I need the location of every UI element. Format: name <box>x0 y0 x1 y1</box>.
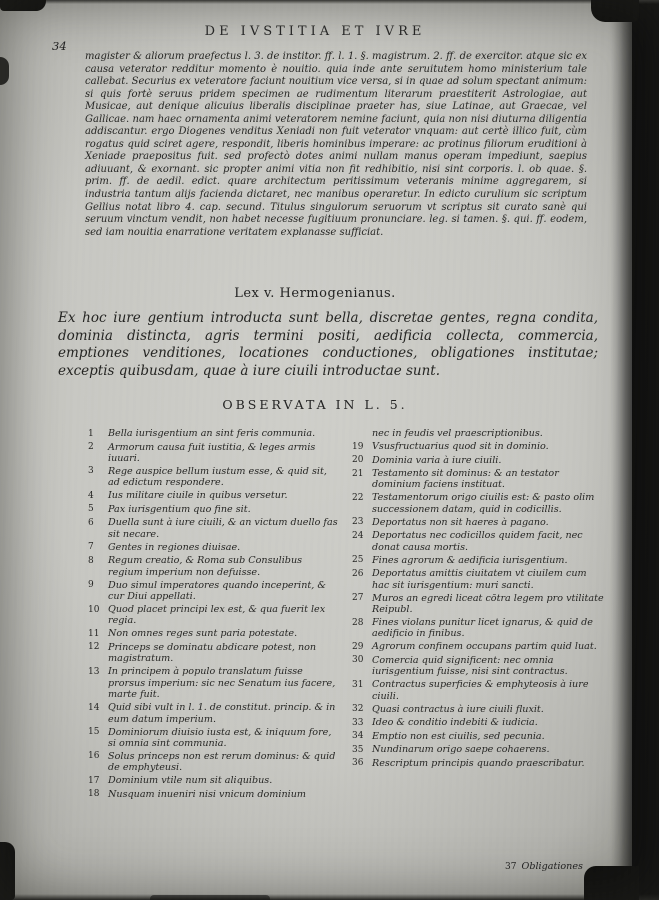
observata-item <box>88 542 338 554</box>
item-number: 10 <box>88 604 100 615</box>
observata-item <box>88 490 338 502</box>
item-number: 13 <box>88 666 100 677</box>
folio-number: 34 <box>52 39 67 53</box>
observata-item <box>352 655 604 678</box>
item-text: Nundinarum origo saepe cohaerens. <box>372 744 550 756</box>
observata-item <box>352 641 604 653</box>
item-number: 31 <box>352 679 364 690</box>
item-number: 4 <box>88 490 94 501</box>
item-text: Deportatus amittis ciuitatem vt ciuilem cum hac sit iurisgentium: muri sancti. <box>372 568 587 591</box>
item-text: Emptio non est ciuilis, sed pecunia. <box>372 730 545 742</box>
observata-item <box>88 555 338 578</box>
observata-item <box>352 530 604 553</box>
item-text: Vsusfructuarius quod sit in dominio. <box>372 441 549 452</box>
scan-edge-top <box>0 0 659 4</box>
observata-item <box>352 555 604 567</box>
item-text: Dominia varia à iure ciuili. <box>372 454 502 466</box>
item-number: 27 <box>352 593 364 604</box>
item-number: 32 <box>352 704 364 715</box>
observata-column-left <box>88 428 338 802</box>
item-number: 3 <box>88 466 94 477</box>
item-text: Solus princeps non est rerum dominus: & quid de emphyteusi. <box>108 750 336 774</box>
item-text: In principem à populo translatum fuisse prorsus imperium: sic nec Senatum ius facere, marte fuit. <box>108 666 336 701</box>
observata-item <box>352 568 604 591</box>
item-text: Fines violans punitur licet ignarus, & quid de aedificio in finibus. <box>372 617 593 640</box>
item-number: 9 <box>88 580 94 591</box>
lex-heading: Lex v. Hermogenianus. <box>234 286 396 301</box>
item-number: 5 <box>88 504 94 515</box>
scan-blotch-top-right <box>591 0 639 22</box>
item-number: 20 <box>352 455 364 465</box>
item-number: 34 <box>352 731 364 742</box>
item-number: 22 <box>352 492 364 503</box>
main-body-text: magister & aliorum praefectus l. 3. de institor. ff. l. 1. §. magistrum. 2. ff. de exercitor. atque sic ex causa veterator redditur momento è nouitio. quia inde ante seruitutem homo ministerium tale callebat. Securius ex veteratore faciunt nouitium vice versa, si in quae ad solum spectant animum: si quis fortè seruus pridem specimen ae rudimentum literarum praestiterit Astrologiae, aut Musicae, aut denique alicuius liberalis disciplinae praeter has, siue Latinae, aut Graecae, vel Gallicae. nam haec ornamenta animi veteratorem nemine faciunt, quia non nisi diuturna diligentia addiscantur. ergo Diogenes venditus Xeniadi non fuit veterator vnquam: aut certè illico fuit, cùm rogatus quid sciret agere, respondit, liberis hominibus imperare: ac protinus filiorum eruditioni à Xeniade praepositus fuit. sed profectò dotes animi nullam manus operam impediunt, saepius adiuuant, & exornant. sic propter animi vitia non fit redhibitio, nisi sint corporis. l. ob quae. §. prim. ff. de aedil. edict. quare architectum peritissimum veteranis minime aggregarem, si industria tantum alijs facienda dictaret, nec manibus operaretur. In edicto curulium sic scriptum Gellius notat libro 4. cap. secund. Titulus singulorum seruorum vt scriptus sit curato sanè qui seruum vinctum vendit, non habet necesse fugitiuum pronunciare. leg. si tamen. §. qui. ff. eodem, sed iam nouitia enarratione veritatem explanasse sufficiat. <box>85 51 587 238</box>
scan-blotch-left <box>0 57 9 85</box>
observata-item <box>88 702 338 725</box>
item-text: Rege auspice bellum iustum esse, & quid sit, ad edictum respondere. <box>108 465 327 489</box>
item-number: 28 <box>352 617 364 628</box>
item-number: 23 <box>352 517 364 528</box>
item-number: 6 <box>88 517 94 528</box>
item-text: Pax iurisgentium quo fine sit. <box>108 503 251 515</box>
observata-item <box>352 441 604 453</box>
item-text: nec in feudis vel praescriptionibus. <box>372 428 543 439</box>
observata-item <box>88 727 338 750</box>
item-number: 11 <box>88 628 100 639</box>
scan-blotch-bottom-right <box>584 866 639 900</box>
item-number: 7 <box>88 542 94 553</box>
item-number: 16 <box>88 751 100 762</box>
observata-item <box>88 428 338 440</box>
item-number: 19 <box>352 441 364 452</box>
observata-item <box>352 617 604 640</box>
scan-edge-bottom <box>0 894 659 900</box>
item-text: Quod placet principi lex est, & qua fuerit lex regia. <box>108 604 326 627</box>
item-number: 35 <box>352 744 364 755</box>
scan-blotch-bottom-middle <box>150 895 270 900</box>
item-text: Agrorum confinem occupans partim quid luat. <box>372 641 597 653</box>
item-number: 2 <box>88 442 94 452</box>
item-text: Comercia quid significent: nec omnia iurisgentium fuisse, nisi sint contractus. <box>372 654 568 678</box>
item-text: Non omnes reges sunt paria potestate. <box>108 628 298 640</box>
lex-paragraph: Ex hoc iure gentium introducta sunt bella, discretae gentes, regna condita, dominia distincta, agris termini positi, aedificia collecta, commercia, emptiones venditiones, locationes conductiones, obligationes institutae; exceptis quibusdam, quae à iure ciuili introductae sunt. <box>58 310 598 379</box>
item-number: 33 <box>352 717 364 728</box>
item-text: Rescriptum principis quando praescribatur. <box>372 757 585 769</box>
observata-item <box>352 428 604 439</box>
observata-item <box>88 580 338 603</box>
item-text: Contractus superficies & emphyteosis à iure ciuili. <box>372 679 589 702</box>
binding-shadow <box>610 0 632 900</box>
catchword <box>505 861 583 872</box>
catchword-number: 37 <box>505 862 517 872</box>
observata-item <box>88 504 338 516</box>
item-text: Ius militare ciuile in quibus versetur. <box>108 490 288 502</box>
scan-blotch-top-left <box>0 0 46 11</box>
observata-item <box>88 666 338 700</box>
item-number: 8 <box>88 555 94 566</box>
observata-item <box>88 517 338 540</box>
item-text: Testamento sit dominus: & an testator dominium faciens instituat. <box>372 468 559 491</box>
item-text: Quid sibi vult in l. 1. de constitut. princip. & in eum datum imperium. <box>108 702 336 725</box>
item-number <box>352 428 372 439</box>
catchword-word: Obligationes <box>521 861 583 872</box>
observata-item <box>88 642 338 665</box>
observata-item <box>88 442 338 465</box>
observata-item <box>352 517 604 529</box>
observata-item <box>352 679 604 702</box>
observata-item <box>88 775 338 787</box>
item-number: 30 <box>352 655 364 666</box>
item-text: Gentes in regiones diuisae. <box>108 541 241 553</box>
item-text: Duo simul imperatores quando inceperint, & cur Diui appellati. <box>108 579 326 603</box>
observata-heading: OBSERVATA IN L. 5. <box>222 397 408 412</box>
item-number: 1 <box>88 428 94 439</box>
item-number: 21 <box>352 468 364 479</box>
item-number: 18 <box>88 789 100 800</box>
observata-item <box>88 466 338 489</box>
observata-item <box>88 604 338 627</box>
observata-item <box>352 717 604 729</box>
item-number: 12 <box>88 642 100 653</box>
item-text: Princeps se dominatu abdicare potest, non magistratum. <box>108 641 317 665</box>
scan-edge-right <box>632 0 659 900</box>
scan-blotch-bottom-left <box>0 842 15 900</box>
observata-item <box>352 731 604 743</box>
item-number: 26 <box>352 568 364 579</box>
item-number: 24 <box>352 530 364 541</box>
observata-item <box>352 758 604 770</box>
item-text: Deportatus non sit haeres à pagano. <box>372 516 549 528</box>
observata-item <box>352 492 604 515</box>
item-text: Bella iurisgentium an sint feris communia. <box>108 428 316 439</box>
item-number: 25 <box>352 555 364 566</box>
item-text: Muros an egredi liceat cōtra legem pro vtilitate Reipubl. <box>372 592 604 616</box>
observata-item <box>352 468 604 491</box>
observata-item <box>352 744 604 756</box>
item-text: Duella sunt à iure ciuili, & an victum duello fas sit necare. <box>108 517 338 540</box>
item-text: Regum creatio, & Roma sub Consulibus regium imperium non defuisse. <box>108 555 303 578</box>
item-text: Fines agrorum & aedificia iurisgentium. <box>372 554 568 566</box>
item-number: 15 <box>88 727 100 738</box>
observata-item <box>88 628 338 640</box>
running-title: DE IVSTITIA ET IVRE <box>204 24 426 39</box>
item-text: Deportatus nec codicillos quidem facit, nec donat causa mortis. <box>372 530 583 553</box>
observata-item <box>352 704 604 716</box>
item-text: Quasi contractus à iure ciuili fluxit. <box>372 703 544 715</box>
item-number: 17 <box>88 775 100 786</box>
item-text: Dominiorum diuisio iusta est, & iniquum fore, si omnia sint communia. <box>108 726 332 749</box>
item-text: Ideo & conditio indebiti & iudicia. <box>372 717 538 729</box>
item-number: 36 <box>352 758 364 769</box>
item-text: Nusquam inueniri nisi vnicum dominium <box>108 788 306 800</box>
observata-item <box>352 455 604 467</box>
observata-item <box>88 751 338 774</box>
item-text: Armorum causa fuit iustitia, & leges armis iuuari. <box>108 441 316 464</box>
item-text: Testamentorum origo ciuilis est: & pasto olim successionem datam, quid in codicillis. <box>372 492 595 515</box>
observata-column-right <box>352 428 604 771</box>
observata-item <box>88 789 338 801</box>
item-number: 29 <box>352 641 364 652</box>
item-text: Dominium vtile num sit aliquibus. <box>108 775 273 787</box>
item-number: 14 <box>88 702 100 713</box>
observata-item <box>352 593 604 616</box>
